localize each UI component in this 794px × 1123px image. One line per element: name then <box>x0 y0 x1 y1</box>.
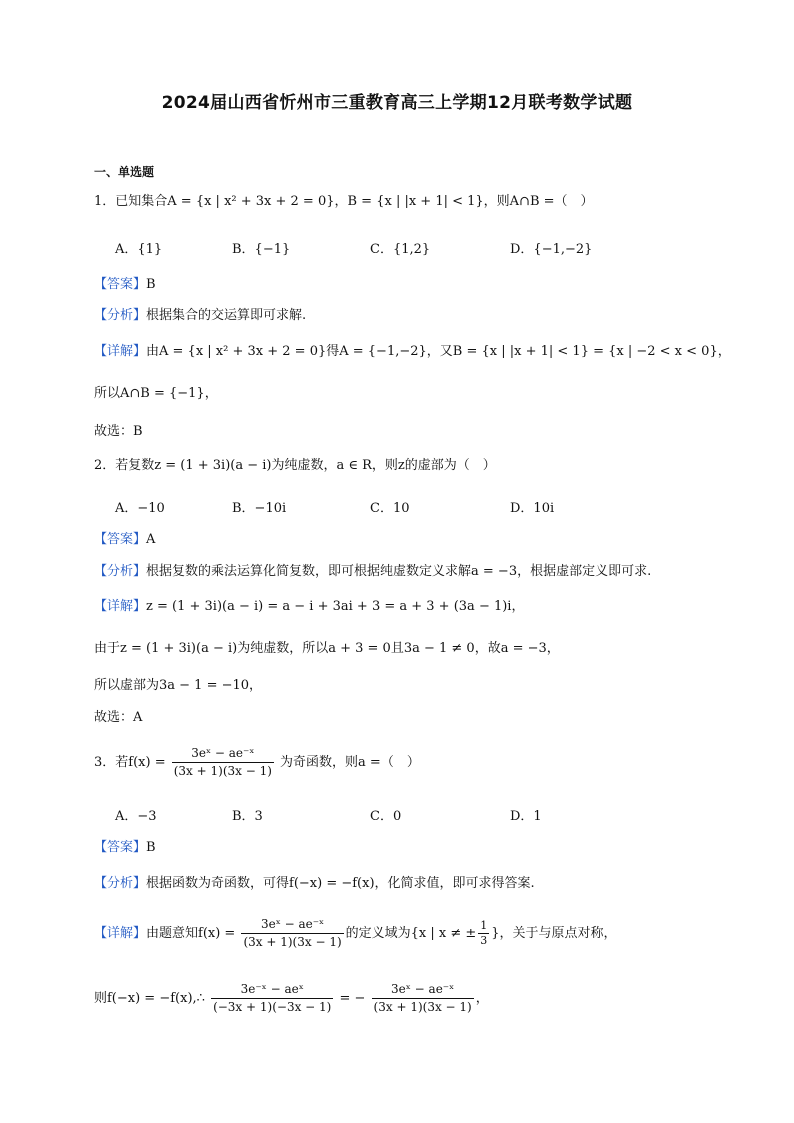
q2-conclusion: 故选：A <box>94 710 143 725</box>
answer-tag: 【答案】 <box>94 532 147 547</box>
q2-detail-text: z = (1 + 3i)(a − i) = a − i + 3ai + 3 = a + 3 + (3a − 1)i， <box>146 599 525 614</box>
detail-tag: 【详解】 <box>94 599 147 614</box>
q2-option-d: D．10i <box>510 501 555 516</box>
q1-detail <box>94 343 731 361</box>
q1-analysis <box>94 307 306 325</box>
q2-option-c: C．10 <box>370 501 410 516</box>
analysis-tag: 【分析】 <box>94 564 147 579</box>
q1-option-a: A．{1} <box>115 242 163 257</box>
q3-fraction-denominator: (3x + 1)(3x − 1) <box>173 764 272 778</box>
q3-answer-value: B <box>146 840 156 855</box>
q3-detail-fraction-denominator: (3x + 1)(3x − 1) <box>243 935 342 949</box>
q3-detail-start: 由题意知f(x) = <box>146 926 236 941</box>
q3-detail <box>94 917 617 950</box>
detail-tag: 【详解】 <box>94 926 147 941</box>
left-fraction-numerator: 3e⁻ˣ − aeˣ <box>211 982 333 999</box>
answer-tag: 【答案】 <box>94 277 147 292</box>
q2-detail-2: 由于z = (1 + 3i)(a − i)为纯虚数，所以a + 3 = 0且3a − 1 ≠ 0，故a = −3， <box>94 641 560 656</box>
q1-answer-value: B <box>146 277 156 292</box>
q3-option-d: D．1 <box>510 809 542 824</box>
q3-stem-start: 3．若f(x) = <box>94 755 166 770</box>
q2-option-a: A．−10 <box>115 501 165 516</box>
section-heading: 一、单选题 <box>94 165 155 179</box>
q3-option-a: A．−3 <box>115 809 157 824</box>
q1-stem: 1．已知集合A = {x | x² + 3x + 2 = 0}，B = {x | |x + 1| < 1}，则A∩B =（ ） <box>94 194 594 209</box>
page-title: 2024届山西省忻州市三重教育高三上学期12月联考数学试题 <box>161 93 633 113</box>
analysis-tag: 【分析】 <box>94 876 147 891</box>
detail-tag: 【详解】 <box>94 344 147 359</box>
q1-option-c: C．{1,2} <box>370 242 431 257</box>
q1-analysis-text: 根据集合的交运算即可求解. <box>146 308 307 323</box>
q1-detail-2: 所以A∩B = {−1}， <box>94 386 218 401</box>
answer-tag: 【答案】 <box>94 840 147 855</box>
q1-option-b: B．{−1} <box>232 242 291 257</box>
q3-analysis-text: 根据函数为奇函数，可得f(−x) = −f(x)，化简求值，即可求得答案. <box>146 876 535 891</box>
left-fraction-denominator: (−3x + 1)(−3x − 1) <box>213 1000 332 1014</box>
q1-conclusion: 故选：B <box>94 424 143 439</box>
q2-detail <box>94 598 524 616</box>
q2-analysis-text: 根据复数的乘法运算化简复数，即可根据纯虚数定义求解a = −3，根据虚部定义即可求. <box>146 564 652 579</box>
q2-detail-3: 所以虚部为3a − 1 = −10， <box>94 678 263 693</box>
q3-analysis <box>94 875 535 893</box>
q3-detail-2 <box>94 982 489 1015</box>
analysis-tag: 【分析】 <box>94 308 147 323</box>
q2-answer-value: A <box>146 532 156 547</box>
q3-detail-symmetric: }，关于与原点对称， <box>491 926 617 941</box>
q3-right-fraction <box>372 982 474 1015</box>
q3-left-fraction <box>211 982 333 1015</box>
q2-analysis <box>94 563 651 581</box>
q3-equals-negative: = − <box>339 991 366 1006</box>
q2-answer <box>94 531 155 549</box>
q1-option-d: D．{−1,−2} <box>510 242 593 257</box>
one-third-denominator: 3 <box>480 934 488 947</box>
right-fraction-numerator: 3eˣ − ae⁻ˣ <box>372 982 474 999</box>
q3-stem <box>94 746 420 779</box>
q3-detail-2-end: ， <box>475 991 489 1006</box>
q2-stem: 2．若复数z = (1 + 3i)(a − i)为纯虚数，a ∈ R，则z的虚部为（ ） <box>94 458 496 473</box>
q3-detail-2-start: 则f(−x) = −f(x),∴ <box>94 991 205 1006</box>
q3-stem-end: 为奇函数，则a =（ ） <box>280 755 420 770</box>
one-third-numerator: 1 <box>480 919 488 932</box>
q1-detail-text: 由A = {x | x² + 3x + 2 = 0}得A = {−1,−2}，又B = {x | |x + 1| < 1} = {x | −2 < x < 0}， <box>146 344 731 359</box>
q3-option-c: C．0 <box>370 809 402 824</box>
q3-fraction-numerator: 3eˣ − ae⁻ˣ <box>172 746 274 763</box>
q1-answer <box>94 276 156 294</box>
q3-detail-fraction-numerator: 3eˣ − ae⁻ˣ <box>241 917 343 934</box>
q3-answer <box>94 839 156 857</box>
q2-option-b: B．−10i <box>232 501 287 516</box>
q3-fraction <box>172 746 274 779</box>
q3-detail-fraction <box>241 917 343 950</box>
q3-detail-domain: 的定义域为{x | x ≠ ± <box>345 926 477 941</box>
q3-option-b: B．3 <box>232 809 263 824</box>
right-fraction-denominator: (3x + 1)(3x − 1) <box>373 1000 472 1014</box>
q3-one-third-fraction <box>478 920 489 947</box>
